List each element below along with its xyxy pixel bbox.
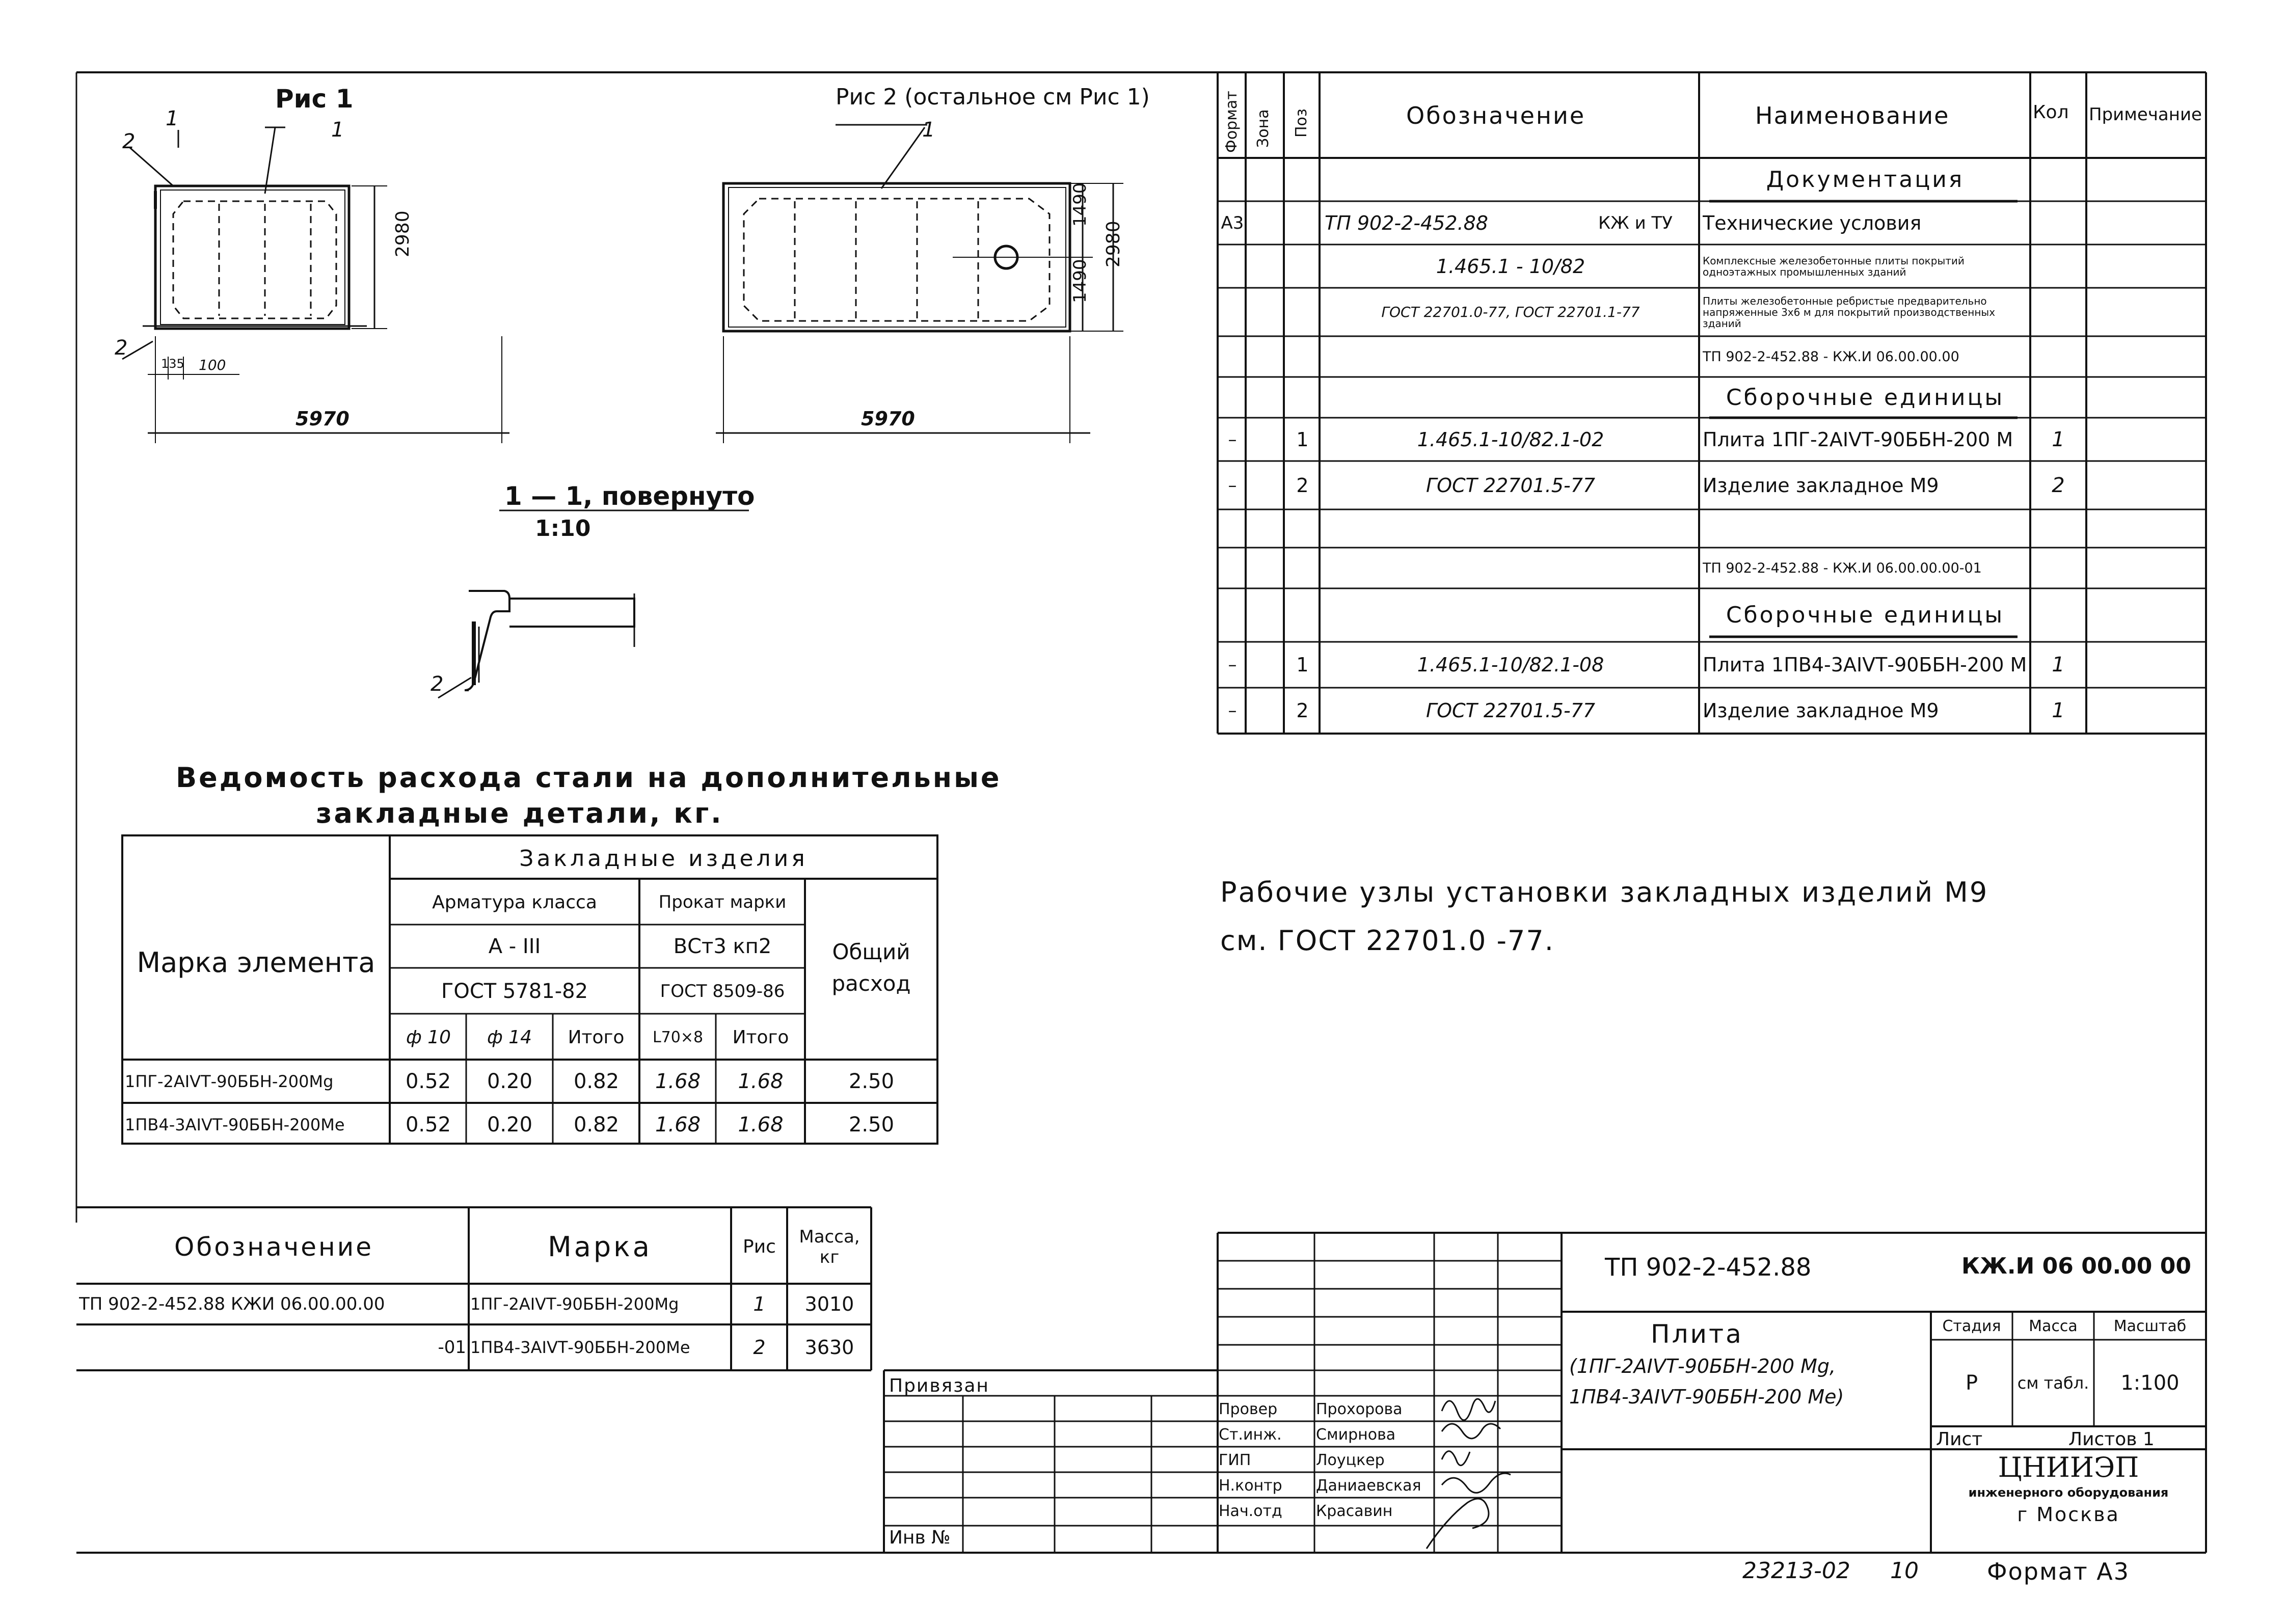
spec-row-format [1220,336,1245,377]
spec-row-name: Технические условия [1703,211,1922,234]
spec-row-pos [1286,548,1319,588]
tb-sheets-label: Листов 1 [2068,1429,2155,1450]
spec-row-designation: ГОСТ 22701.5-77 [1426,474,1596,497]
signer-name: Смирнова [1316,1425,1396,1444]
tb-stage-label: Стадия [1942,1317,2001,1335]
spec-row-designation: ГОСТ 22701.0-77, ГОСТ 22701.1-77 [1381,304,1640,320]
mark-header-mark: Марка [548,1231,652,1263]
spec-row-name: Изделие закладное М9 [1703,474,1939,497]
signer-name: Красавин [1316,1502,1393,1520]
steel-row-total2: 1.68 [738,1113,784,1136]
mark-row-mass: 3010 [804,1293,854,1315]
spec-header-zone: Зона [1254,109,1272,148]
steel-row-d10: 0.52 [405,1069,451,1093]
fig2-dim-1490-top: 1490 [1070,182,1090,227]
spec-row-pos [1286,377,1319,418]
spec-row-format [1220,548,1245,588]
mark-row-designation: ТП 902-2-452.88 КЖИ 06.00.00.00 [79,1294,385,1314]
spec-row-name: ТП 902-2-452.88 - КЖ.И 06.00.00.00-01 [1703,560,1982,576]
signer-name: Лоуцкер [1316,1451,1385,1469]
spec-row-name: Сборочные единицы [1726,602,2005,628]
spec-row-format [1220,588,1245,642]
spec-row-qty [2033,336,2084,377]
spec-row-designation [1325,509,1697,548]
steel-row-d14: 0.20 [487,1069,533,1093]
spec-header-note: Примечание [2089,104,2202,125]
steel-row-total2: 1.68 [738,1069,784,1093]
note-line-1: Рабочие узлы установки закладных изделий М9 [1220,876,1989,908]
steel-sub-angle: L70×8 [652,1028,704,1046]
steel-row-total1: 0.82 [573,1069,620,1093]
section-mark-top: 1 [166,107,179,130]
tb-mass-label: Масса [2029,1317,2078,1335]
steel-table-title-1: Ведомость расхода стали на дополнительные [176,762,1002,794]
spec-header-name: Наименование [1755,102,1950,129]
spec-row-format [1220,509,1245,548]
spec-row-format [1220,245,1245,288]
footer-format: Формат А3 [1987,1558,2130,1585]
spec-row-zone [1248,642,1283,688]
spec-header-format: Формат [1223,91,1241,153]
spec-row-format: А3 [1221,212,1244,233]
steel-header-prokat-grade: ВСт3 кп2 [673,935,772,958]
spec-row-note [2089,548,2203,588]
tb-scale: 1:100 [2120,1371,2180,1395]
steel-sub-d10: ф 10 [406,1026,451,1048]
spec-row-note [2089,288,2203,336]
tb-mass: см табл. [2017,1373,2089,1393]
steel-header-prokat: Прокат марки [658,892,787,912]
spec-row-qty [2033,245,2084,288]
mark-row-mark: 1ПГ-2АIVТ-90ББН-200Мg [470,1294,679,1314]
steel-row-angle: 1.68 [655,1113,701,1136]
tb-sheet-label: Лист [1936,1429,1983,1450]
spec-row-note [2089,158,2203,201]
spec-row-qty: 1 [2052,427,2065,451]
spec-row-note [2089,461,2203,509]
steel-sub-total2: Итого [732,1026,789,1048]
signer-role: Ст.инж. [1219,1425,1282,1444]
section-scale: 1:10 [535,516,591,542]
spec-row-format [1220,288,1245,336]
footer-sheet-no: 10 [1890,1558,1919,1584]
fig1-dim-length: 5970 [295,408,349,430]
spec-row-zone [1248,336,1283,377]
spec-row-pos [1286,158,1319,201]
spec-row-name: Плита 1ПГ-2АIVТ-90ББН-200 М [1703,428,2013,451]
spec-row-zone [1248,548,1283,588]
spec-row-zone [1248,158,1283,201]
spec-row-qty [2033,288,2084,336]
tb-stage: Р [1965,1371,1978,1395]
section-callout-2: 2 [431,672,444,696]
spec-row-format: – [1228,475,1237,496]
tb-product-line1: (1ПГ-2АIVТ-90ББН-200 Мg, [1569,1355,1836,1377]
spec-row-pos [1286,336,1319,377]
spec-row-qty: 2 [2052,473,2065,497]
steel-row-d10: 0.52 [405,1113,451,1136]
steel-table-title-2: закладные детали, кг. [316,797,723,829]
tb-scale-label: Масштаб [2113,1317,2187,1335]
spec-row-format [1220,377,1245,418]
spec-row-qty [2033,201,2084,245]
spec-row-pos: 1 [1296,654,1309,676]
steel-row-overall: 2.50 [848,1069,895,1093]
spec-row-zone [1248,377,1283,418]
steel-header-total: Общий расход [831,939,911,996]
signer-name: Прохорова [1316,1400,1403,1418]
fig1-callout-2-top: 2 [122,130,136,153]
steel-row-overall: 2.50 [848,1113,895,1136]
spec-row-name: Плита 1ПВ4-3АIVТ-90ББН-200 М [1703,654,2027,676]
tb-project-code: ТП 902-2-452.88 [1605,1253,1812,1282]
spec-row-zone [1248,509,1283,548]
tb-product-line2: 1ПВ4-3АIVТ-90ББН-200 Мe) [1569,1386,1844,1408]
signer-role: ГИП [1219,1451,1251,1469]
spec-row-name: ТП 902-2-452.88 - КЖ.И 06.00.00.00 [1703,348,1959,365]
spec-row-designation [1325,588,1697,642]
mark-header-fig: Рис [743,1236,776,1257]
spec-row-designation [1325,158,1697,201]
spec-row-designation: ТП 902-2-452.88 [1325,211,1488,234]
fig2-dim-height: 2980 [1103,221,1124,267]
steel-header-mark: Марка элемента [137,946,375,979]
mark-row-designation: -01 [438,1337,466,1358]
steel-sub-total1: Итого [568,1026,625,1048]
spec-row-zone [1248,588,1283,642]
spec-row-qty [2033,588,2084,642]
inv-label: Инв № [889,1527,951,1548]
spec-row-pos [1286,509,1319,548]
spec-row-designation: 1.465.1-10/82.1-08 [1417,654,1604,676]
spec-row-format [1220,158,1245,201]
spec-row-pos: 2 [1296,474,1309,497]
fig1-callout-2-bottom: 2 [115,336,128,360]
steel-row-total1: 0.82 [573,1113,620,1136]
spec-row-note [2089,201,2203,245]
linked-label: Привязан [889,1375,989,1396]
steel-row-angle: 1.68 [655,1069,701,1093]
spec-row-pos [1286,201,1319,245]
spec-row-zone [1248,688,1283,734]
spec-row-zone [1248,418,1283,461]
spec-row-qty [2033,548,2084,588]
spec-row-note [2089,509,2203,548]
spec-row-designation [1325,336,1697,377]
signer-role: Нач.отд [1219,1502,1282,1520]
spec-row-qty: 1 [2052,653,2065,676]
tb-org-city: г Москва [2017,1503,2120,1526]
mark-header-mass: Масса, кг [799,1226,860,1267]
spec-row-pos [1286,288,1319,336]
spec-row-note [2089,588,2203,642]
fig1-callout-1: 1 [331,118,344,142]
note-line-2: см. ГОСТ 22701.0 -77. [1220,925,1554,957]
signer-name: Даниаевская [1316,1476,1421,1495]
spec-row-zone [1248,461,1283,509]
spec-row-designation [1325,377,1697,418]
spec-row-format: – [1228,655,1237,675]
spec-header-qty: Кол [2033,102,2069,123]
spec-row-designation [1325,548,1697,588]
spec-row-designation: 1.465.1-10/82.1-02 [1417,428,1604,451]
fig1-dim-height: 2980 [392,210,413,257]
mark-row-fig: 2 [753,1336,766,1359]
spec-row-designation: ГОСТ 22701.5-77 [1426,699,1596,722]
fig2-callout-1: 1 [922,118,935,142]
spec-row-name: Сборочные единицы [1726,384,2005,411]
steel-row-d14: 0.20 [487,1113,533,1136]
spec-row-zone [1248,201,1283,245]
spec-row-format: – [1228,429,1237,450]
spec-row-note [2089,377,2203,418]
spec-row-format: – [1228,700,1237,721]
steel-header-arm-grade: А - III [488,935,541,958]
steel-header-group: Закладные изделия [519,845,808,872]
tb-doc-code: КЖ.И 06 00.00 00 [1961,1253,2191,1279]
spec-row-designation: 1.465.1 - 10/82 [1436,255,1585,278]
spec-row-designation-suffix: КЖ и ТУ [1598,212,1673,233]
spec-row-pos [1286,588,1319,642]
fig1-dim-100: 100 [199,357,226,373]
spec-row-note [2089,642,2203,688]
spec-row-qty: 1 [2052,699,2065,722]
spec-row-zone [1248,288,1283,336]
fig2-title: Рис 2 (остальное см Рис 1) [836,84,1150,110]
fig2-dim-1490-bottom: 1490 [1070,259,1090,303]
spec-row-qty [2033,158,2084,201]
spec-row-name: Документация [1766,167,1965,193]
spec-row-zone [1248,245,1283,288]
tb-org-name: ЦНИИЭП [1998,1452,2139,1482]
mark-header-designation: Обозначение [174,1232,373,1262]
steel-row-mark: 1ПГ-2АIVТ-90ББН-200Мg [125,1071,334,1091]
steel-header-arm-class: Арматура класса [432,891,597,913]
spec-row-name: Плиты железобетонные ребристые предварительно напряженные 3х6 м для покрытий производственных зданий [1703,294,1996,330]
mark-row-fig: 1 [753,1293,766,1315]
spec-row-note [2089,688,2203,734]
spec-row-note [2089,336,2203,377]
steel-row-mark: 1ПВ4-3АIVТ-90ББН-200Мe [125,1115,345,1134]
spec-row-note [2089,418,2203,461]
signer-role: Н.контр [1219,1476,1282,1495]
spec-header-designation: Обозначение [1406,102,1586,129]
fig2-dim-length: 5970 [861,408,915,430]
fig1-title: Рис 1 [275,84,354,114]
steel-sub-d14: ф 14 [487,1026,532,1048]
signer-role: Провер [1219,1400,1278,1418]
spec-row-qty [2033,509,2084,548]
mark-row-mass: 3630 [804,1336,854,1359]
spec-row-pos: 1 [1296,428,1309,451]
spec-header-pos: Поз [1293,109,1310,138]
mark-row-mark: 1ПВ4-3АIVТ-90ББН-200Мe [470,1338,690,1357]
tb-org-sub: инженерного оборудования [1968,1485,2169,1500]
spec-row-pos: 2 [1296,699,1309,722]
spec-row-name [1703,509,2028,548]
fig1-dim-135: 135 [161,357,184,371]
spec-row-pos [1286,245,1319,288]
spec-row-name: Комплексные железобетонные плиты покрытий одноэтажных промышленных зданий [1703,254,1965,278]
spec-row-qty [2033,377,2084,418]
section-title: 1 — 1, повернуто [504,481,755,511]
steel-header-arm-gost: ГОСТ 5781-82 [441,980,588,1003]
spec-row-note [2089,245,2203,288]
steel-header-prokat-gost: ГОСТ 8509-86 [660,981,785,1002]
spec-row-name: Изделие закладное М9 [1703,699,1939,722]
tb-product-name: Плита [1651,1319,1743,1349]
footer-archive-no: 23213-02 [1742,1558,1850,1584]
